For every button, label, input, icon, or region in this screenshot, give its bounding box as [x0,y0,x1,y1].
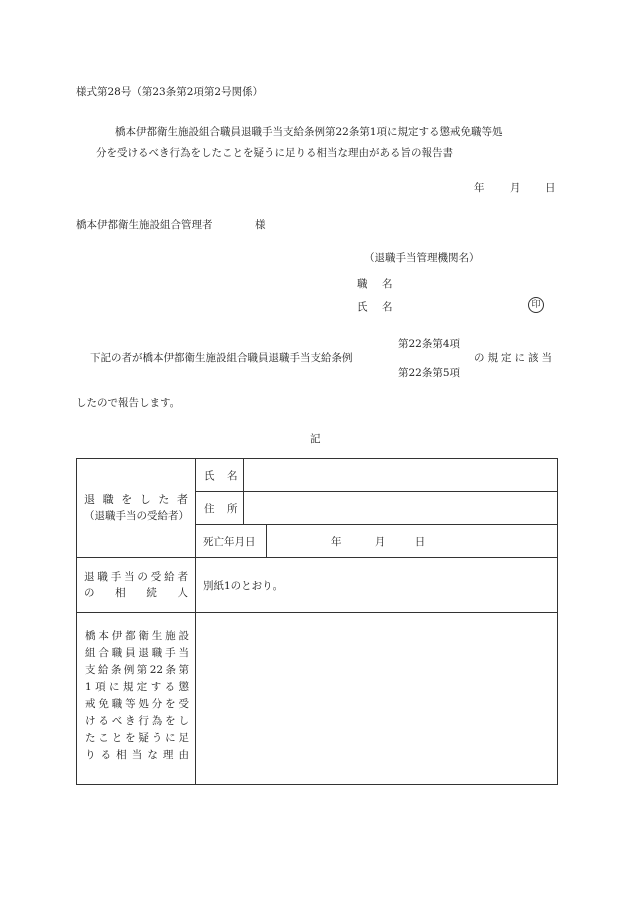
reason-value [196,613,558,785]
title-line-2: 分を受けるべき行為をしたことを疑うに足りる相当な理由がある旨の報告書 [96,147,453,159]
date-year: 年 [474,182,485,194]
heir-label-a: 退職手当の受給者 [84,571,188,583]
reason-label-line: 組合職員退職手当 [85,647,189,659]
death-year: 年 [331,535,342,548]
address-field-label: 住 所 [196,492,244,525]
retiree-label-a: 退職をした者 [84,493,188,506]
position-label: 職 名 [357,278,395,290]
date-month: 月 [510,182,521,194]
retiree-label-b: （退職手当の受給者） [84,510,189,522]
reason-label-line: 橋本伊都衛生施設 [85,630,189,642]
death-date-label: 死亡年月日 [196,525,267,558]
addressee-suffix: 様 [255,219,266,231]
death-day: 日 [414,535,426,548]
reason-label-line: たことを疑うに足 [85,732,189,744]
addressee: 橋本伊都衛生施設組合管理者 [76,219,213,231]
name-field-label: 氏 名 [196,459,244,492]
clause-b: 第22条第5項 [398,367,461,379]
agency-name: （退職手当管理機関名） [364,252,480,264]
report-table [76,458,558,785]
body-tail: の規定に該当 [474,352,555,364]
heir-label-b: の 相 続 人 [84,587,188,599]
death-date-value [267,525,558,558]
reason-label-line: 支給条例第22条第 [85,664,189,676]
seal-mark: 印 [528,297,544,313]
reason-label-line: りる相当な理由 [85,749,189,761]
body-lead: 下記の者が橋本伊都衛生施設組合職員退職手当支給条例 [90,352,353,364]
heir-value: 別紙1のとおり。 [196,558,558,613]
reason-label-line: 1項に規定する懲 [85,681,189,693]
clause-a: 第22条第4項 [398,338,461,350]
body-line-2: したので報告します。 [76,397,181,409]
reason-label-cell [77,613,196,785]
title-line-1: 橋本伊都衛生施設組合職員退職手当支給条例第22条第1項に規定する懲戒免職等処 [115,126,503,138]
date-day: 日 [545,182,556,194]
name-label: 氏 名 [357,301,395,313]
retiree-label-cell [77,459,196,558]
death-month: 月 [374,535,386,548]
ki-heading: 記 [310,433,321,445]
reason-label-line: 戒免職等処分を受 [85,698,189,710]
address-field-value [244,492,558,525]
heir-label-cell [77,558,196,613]
name-field-value [244,459,558,492]
form-number: 様式第28号（第23条第2項第2号関係） [76,86,264,98]
reason-label-line: けるべき行為をし [85,715,189,727]
